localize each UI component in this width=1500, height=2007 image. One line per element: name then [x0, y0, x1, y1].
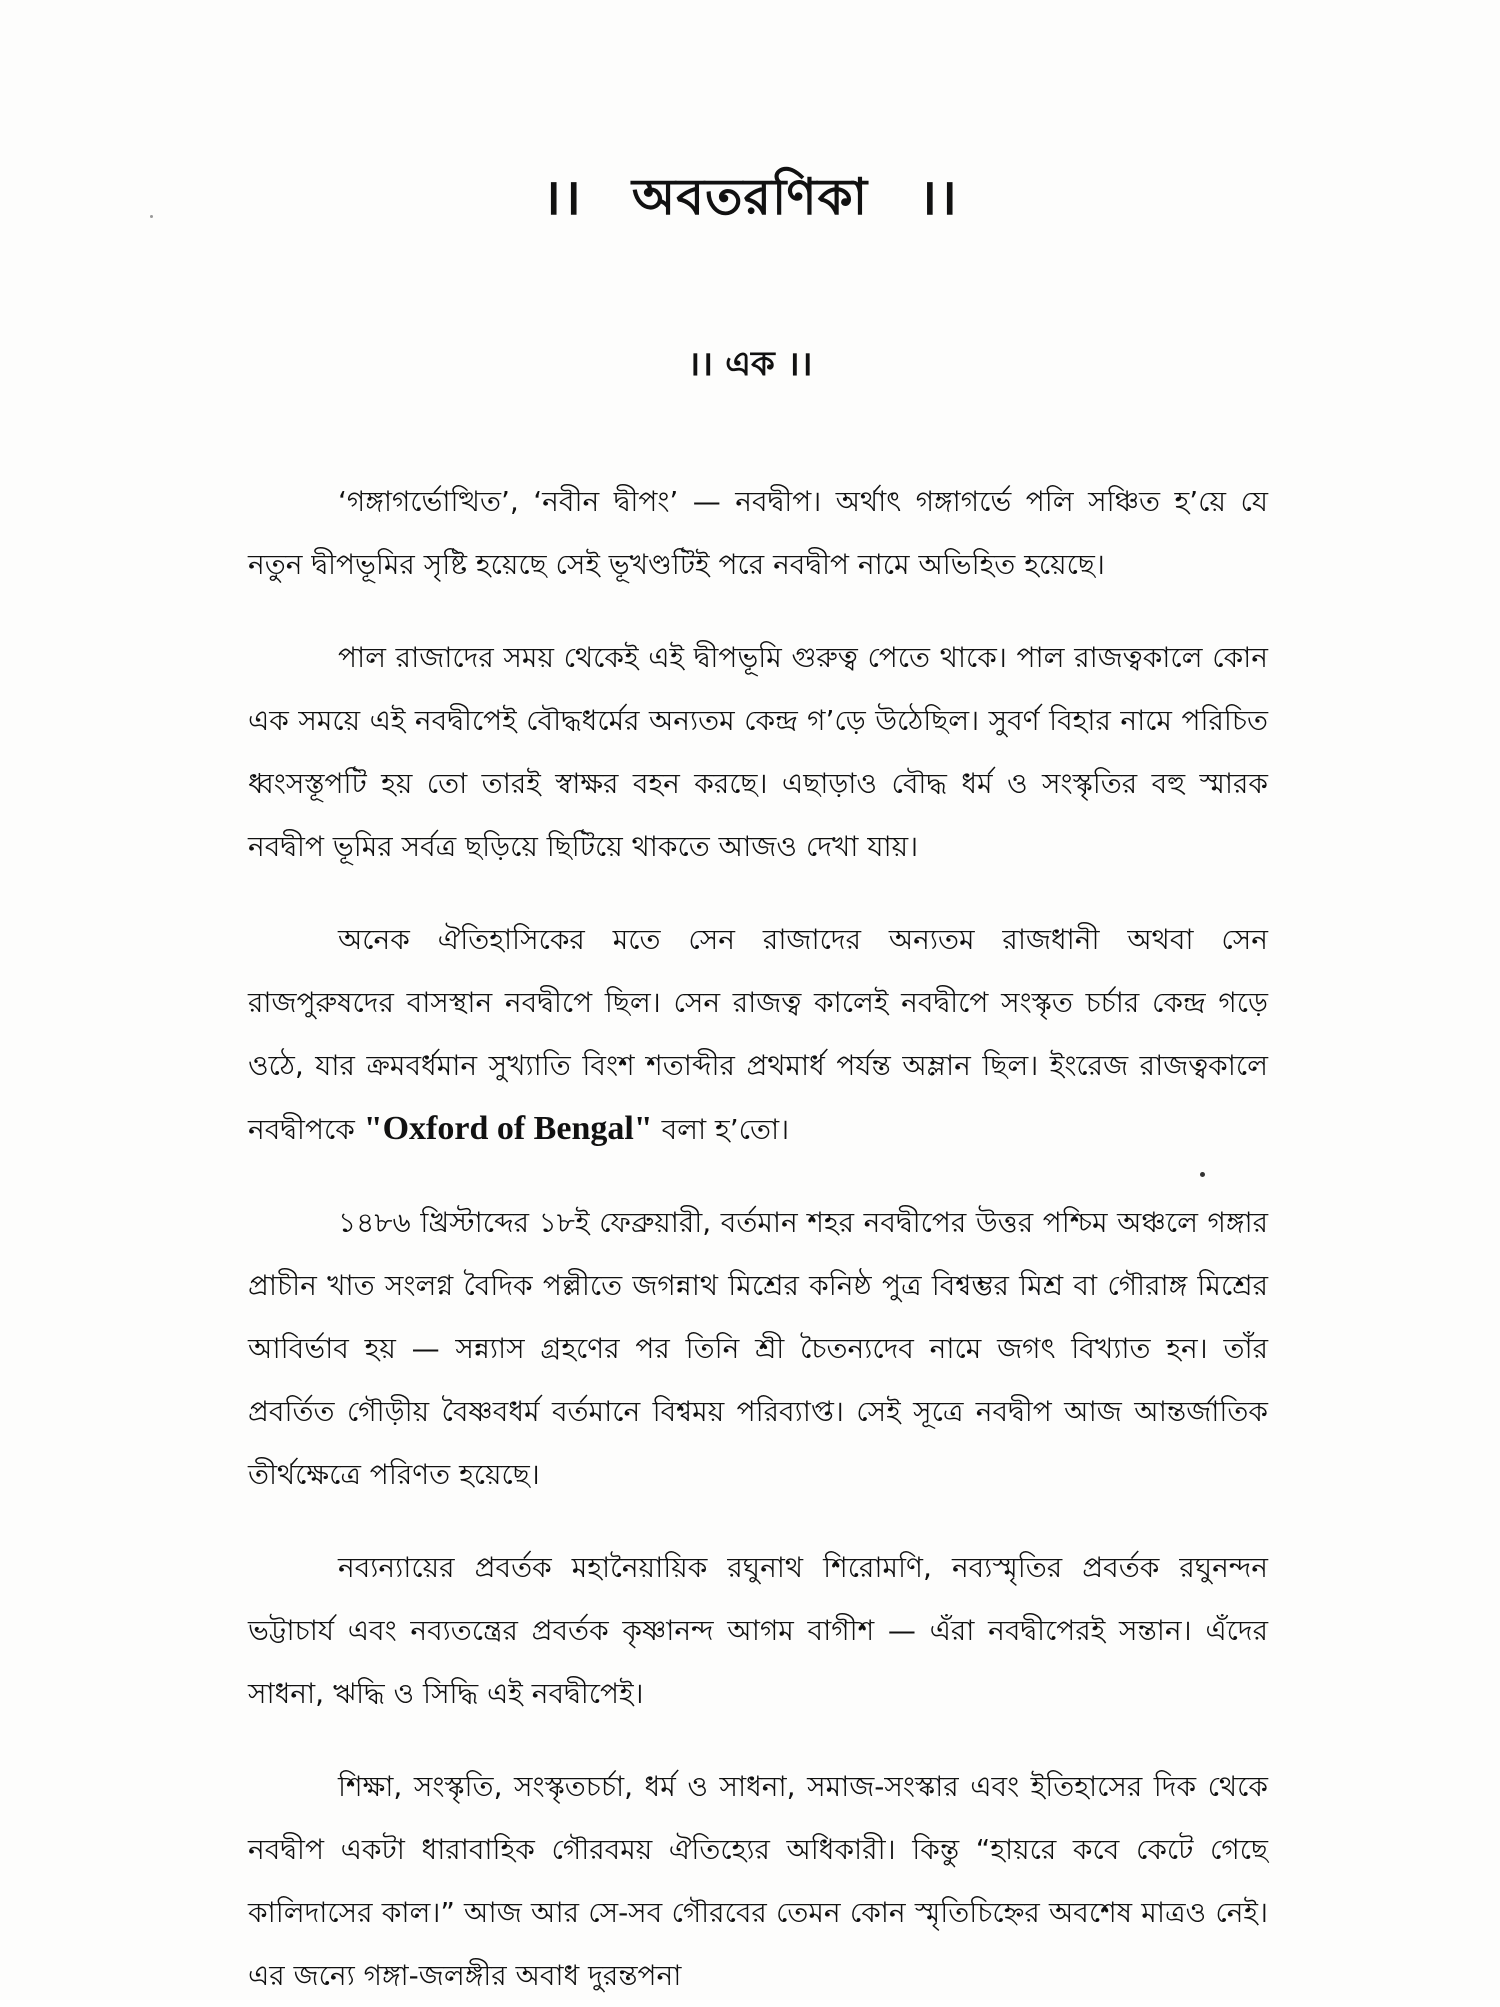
- print-speck: [150, 215, 153, 218]
- section-marker-left: ।।: [687, 344, 714, 384]
- body-text: [248, 470, 1268, 2007]
- title-marker-right: ।।: [918, 168, 958, 226]
- section-marker-right: ।।: [786, 344, 813, 384]
- paragraph-6: শিক্ষা, সংস্কৃতি, সংস্কৃতচর্চা, ধর্ম ও সাধনা, সমাজ-সংস্কার এবং ইতিহাসের দিক থেকে নবদ্বীপ একটা ধারাবাহিক গৌরবময় ঐতিহ্যের অধিকারী। কিন্তু “হায়রে কবে কেটে গেছে কালিদাসের কাল।” আজ আর সে-সব গৌরবের তেমন কোন স্মৃতিচিহ্নের অবশেষ মাত্রও নেই। এর জন্যে গঙ্গা-জলঙ্গীর অবাধ দুরন্তপনা: [248, 1770, 1268, 1992]
- chapter-title: [0, 160, 1500, 243]
- title-marker-left: ।।: [542, 168, 582, 226]
- oxford-of-bengal-quote: "Oxford of Bengal": [363, 1110, 653, 1147]
- paragraph-2: পাল রাজাদের সময় থেকেই এই দ্বীপভূমি গুরুত্ব পেতে থাকে। পাল রাজত্বকালে কোন এক সময়ে এই নবদ্বীপেই বৌদ্ধধর্মের অন্যতম কেন্দ্র গ’ড়ে উঠেছিল। সুবর্ণ বিহার নামে পরিচিত ধ্বংসস্তূপটি হয় তো তারই স্বাক্ষর বহন করছে। এছাড়াও বৌদ্ধ ধর্ম ও সংস্কৃতির বহু স্মারক নবদ্বীপ ভূমির সর্বত্র ছড়িয়ে ছিটিয়ে থাকতে আজও দেখা যায়।: [248, 641, 1268, 863]
- paragraph-3: [248, 908, 1268, 1161]
- paragraph-1: ‘গঙ্গাগর্ভোত্থিত’, ‘নবীন দ্বীপং’ — নবদ্বীপ। অর্থাৎ গঙ্গাগর্ভে পলি সঞ্চিত হ’য়ে যে নতুন দ্বীপভূমির সৃষ্টি হয়েছে সেই ভূখণ্ডটিই পরে নবদ্বীপ নামে অভিহিত হয়েছে।: [248, 485, 1268, 581]
- section-heading: [0, 338, 1500, 395]
- print-speck: [1200, 1172, 1205, 1177]
- chapter-title-text: অবতরণিকা: [631, 168, 869, 226]
- paragraph-3-text: অনেক ঐতিহাসিকের মতে সেন রাজাদের অন্যতম রাজধানী অথবা সেন রাজপুরুষদের বাসস্থান নবদ্বীপে ছিল। সেন রাজত্ব কালেই নবদ্বীপে সংস্কৃত চর্চার কেন্দ্র গড়ে ওঠে, যার ক্রমবর্ধমান সুখ্যাতি বিংশ শতাব্দীর প্রথমার্ধ পর্যন্ত অম্লান ছিল। ইংরেজ রাজত্বকালে নবদ্বীপকে: [248, 923, 1268, 1146]
- paragraph-3-ending: বলা হ’তো।: [652, 1113, 790, 1146]
- paragraph-4: ১৪৮৬ খ্রিস্টাব্দের ১৮ই ফেব্রুয়ারী, বর্তমান শহর নবদ্বীপের উত্তর পশ্চিম অঞ্চলে গঙ্গার প্রাচীন খাত সংলগ্ন বৈদিক পল্লীতে জগন্নাথ মিশ্রের কনিষ্ঠ পুত্র বিশ্বম্ভর মিশ্র বা গৌরাঙ্গ মিশ্রের আবির্ভাব হয় — সন্ন্যাস গ্রহণের পর তিনি শ্রী চৈতন্যদেব নামে জগৎ বিখ্যাত হন। তাঁর প্রবর্তিত গৌড়ীয় বৈষ্ণবধর্ম বর্তমানে বিশ্বময় পরিব্যাপ্ত। সেই সূত্রে নবদ্বীপ আজ আন্তর্জাতিক তীর্থক্ষেত্রে পরিণত হয়েছে।: [248, 1206, 1268, 1491]
- paragraph-5: নব্যন্যায়ের প্রবর্তক মহানৈয়ায়িক রঘুনাথ শিরোমণি, নব্যস্মৃতির প্রবর্তক রঘুনন্দন ভট্টাচার্য এবং নব্যতন্ত্রের প্রবর্তক কৃষ্ণানন্দ আগম বাগীশ — এঁরা নবদ্বীপেরই সন্তান। এঁদের সাধনা, ঋদ্ধি ও সিদ্ধি এই নবদ্বীপেই।: [248, 1551, 1268, 1710]
- section-heading-text: এক: [725, 344, 775, 384]
